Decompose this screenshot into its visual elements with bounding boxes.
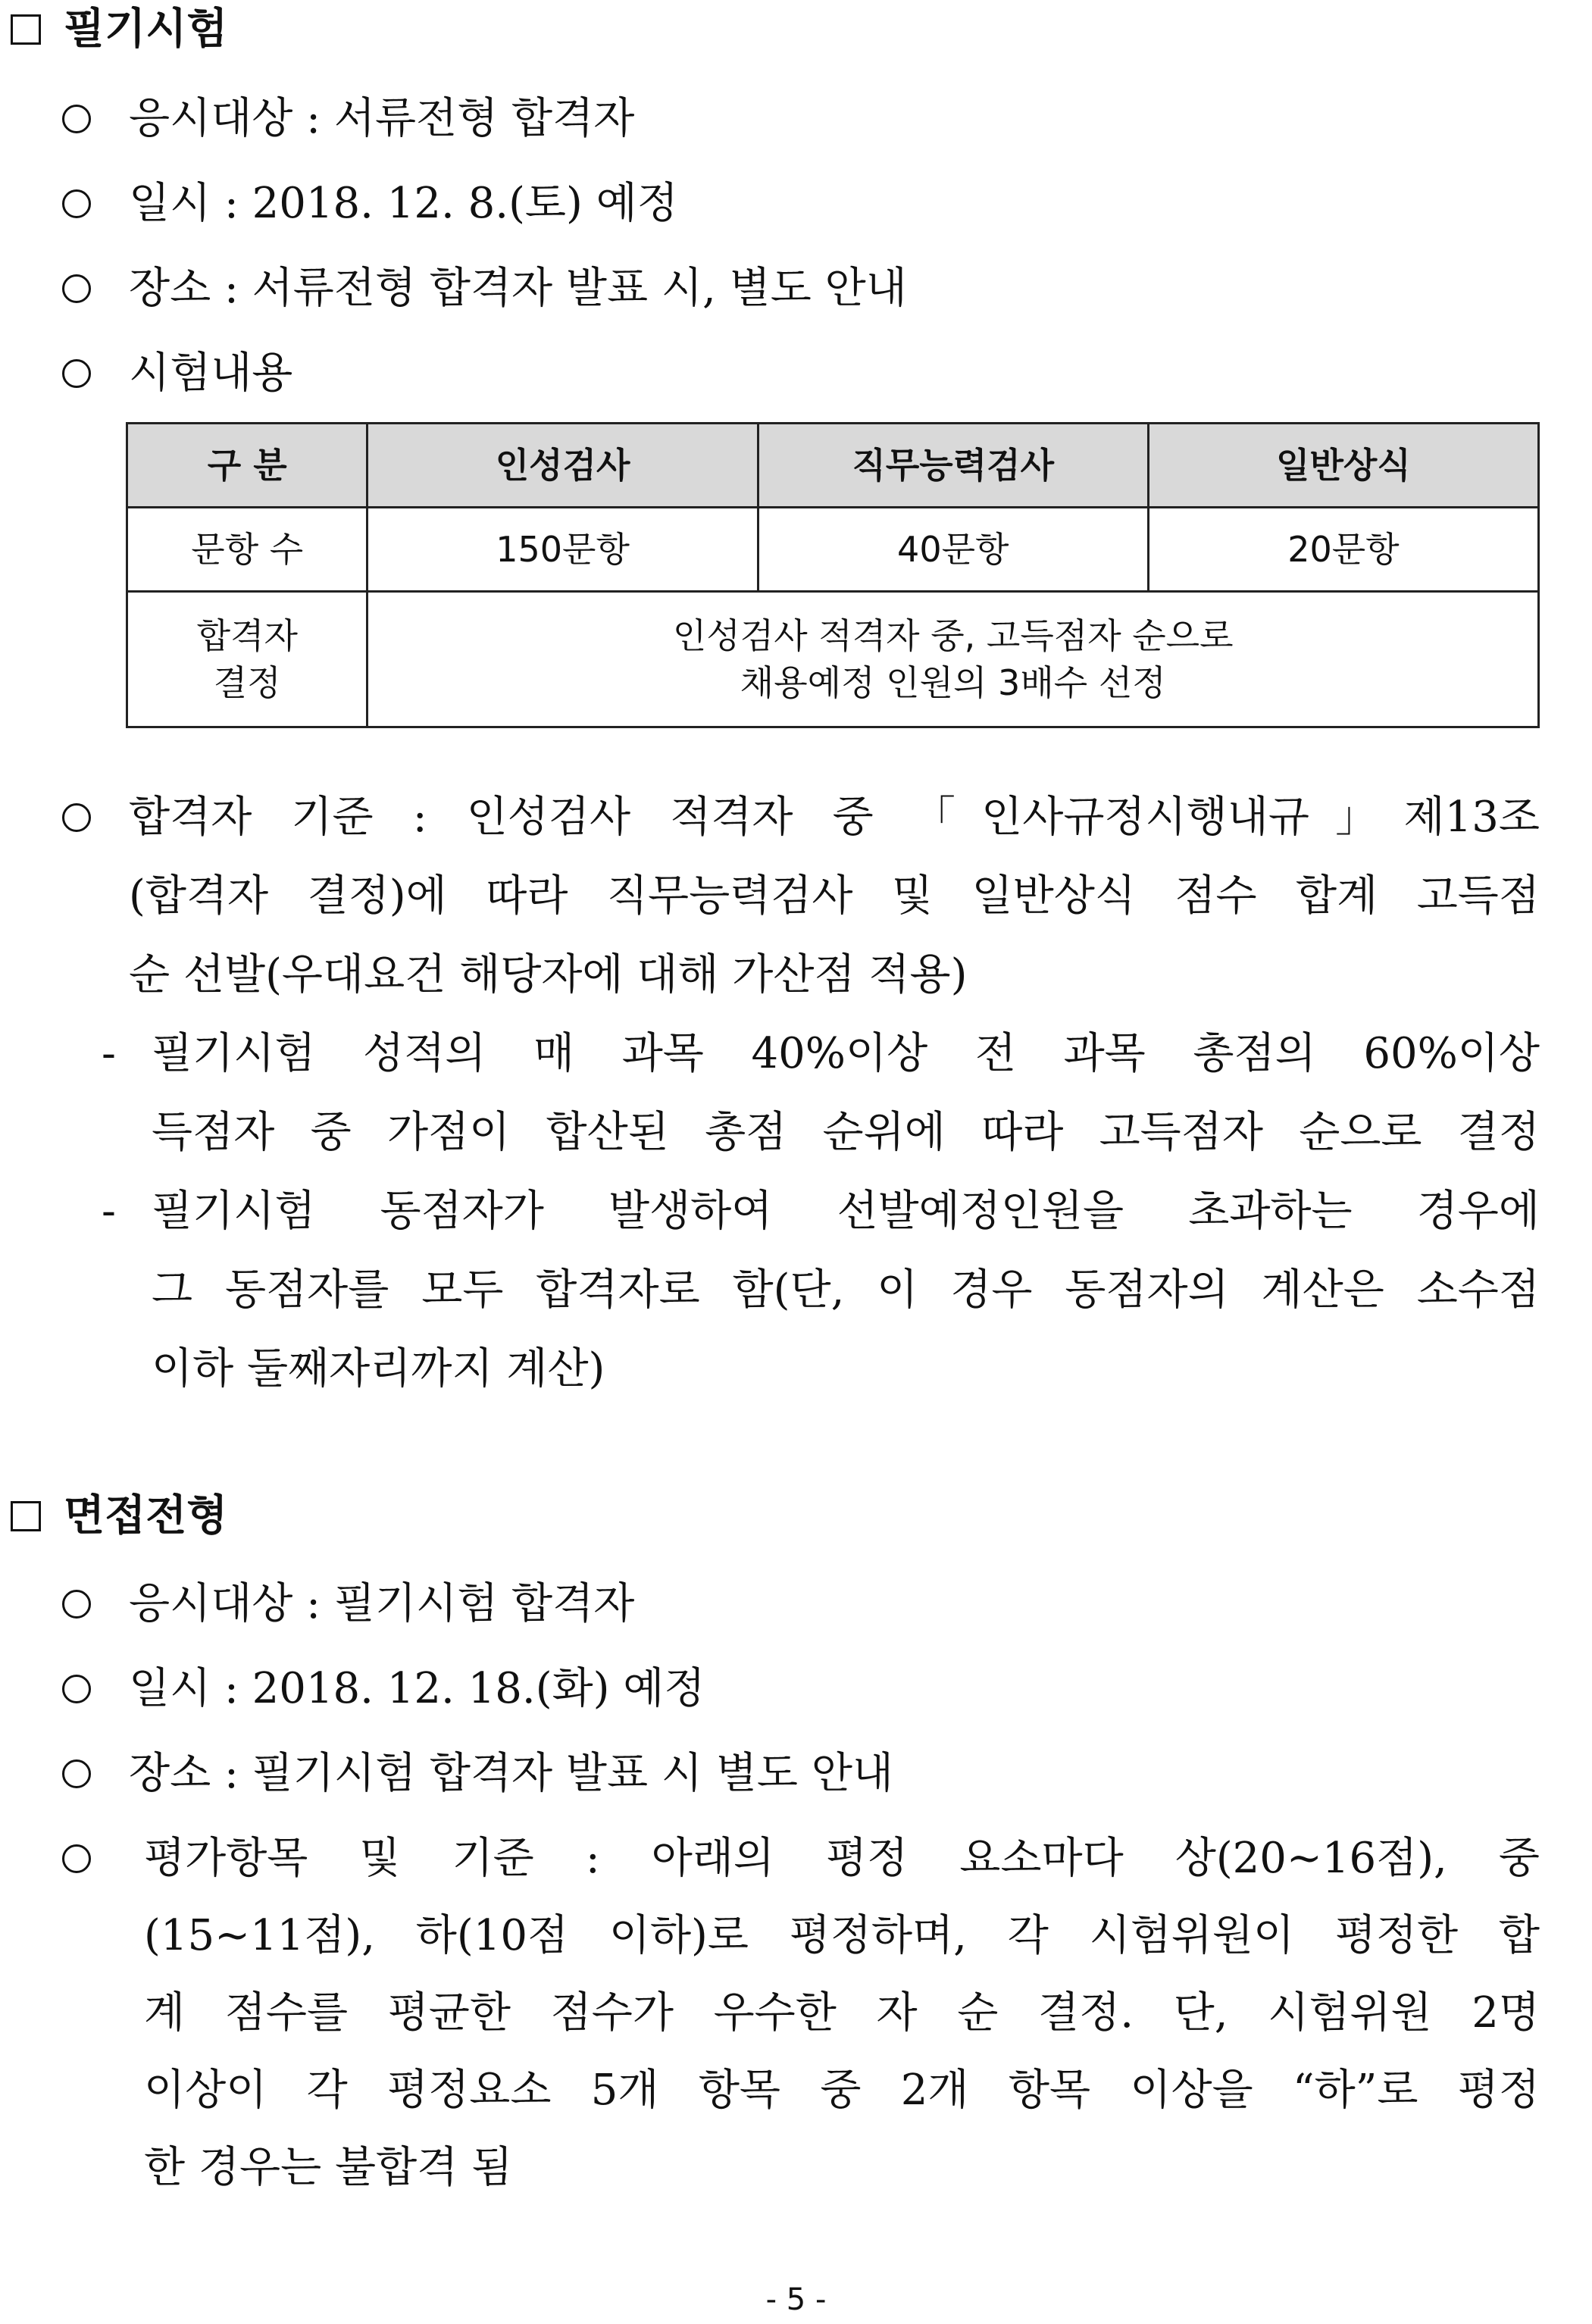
interview-place: 장소 : 필기시험 합격자 발표 시 별도 안내 xyxy=(129,1749,894,1798)
circle-bullet-icon xyxy=(62,1844,91,1873)
cell-decision-text: 인성검사 적격자 중, 고득점자 순으로 채용예정 인원의 3배수 선정 xyxy=(368,592,1539,727)
evaluation-line: 한 경우는 불합격 됨 xyxy=(144,2143,513,2192)
checkbox-square-icon xyxy=(11,14,41,45)
row-label-decision: 합격자 결정 xyxy=(127,592,368,727)
criteria-line: (합격자 결정)에 따라 직무능력검사 및 일반상식 점수 합계 고득점 xyxy=(129,871,1540,921)
circle-bullet-icon xyxy=(62,189,91,218)
interview-target: 응시대상 : 필기시험 합격자 xyxy=(129,1579,635,1628)
circle-bullet-icon xyxy=(62,359,91,388)
criteria-line: 합격자 기준 : 인성검사 적격자 중 「인사규정시행내규」제13조 xyxy=(129,793,1540,842)
interview-date: 일시 : 2018. 12. 18.(화) 예정 xyxy=(129,1664,705,1713)
row-label-question-count: 문항 수 xyxy=(127,508,368,592)
evaluation-line: 계 점수를 평균한 점수가 우수한 자 순 결정. 단, 시험위원 2명 xyxy=(144,1988,1540,2038)
cell-personality-count: 150문항 xyxy=(368,508,758,592)
dash-bullet: - xyxy=(102,1187,116,1236)
evaluation-line: 이상이 각 평정요소 5개 항목 중 2개 항목 이상을 “하”로 평정 xyxy=(144,2066,1540,2115)
written-date: 일시 : 2018. 12. 8.(토) 예정 xyxy=(129,179,678,228)
exam-content-table xyxy=(126,422,1540,728)
header-category: 구 분 xyxy=(127,424,368,508)
bullet2-line: 그 동점자를 모두 합격자로 함(단, 이 경우 동점자의 계산은 소수점 xyxy=(152,1265,1540,1315)
circle-bullet-icon xyxy=(62,105,91,133)
evaluation-line: 평가항목 및 기준 : 아래의 평정 요소마다 상(20~16점), 중 xyxy=(144,1834,1540,1883)
circle-bullet-icon xyxy=(62,1759,91,1788)
cell-job-ability-count: 40문항 xyxy=(758,508,1148,592)
bullet1-line: 득점자 중 가점이 합산된 총점 순위에 따라 고득점자 순으로 결정 xyxy=(152,1108,1540,1157)
section-title-written-exam: 필기시험 xyxy=(11,3,227,56)
circle-bullet-icon xyxy=(62,1675,91,1703)
page-number: - 5 - xyxy=(765,2282,827,2317)
checkbox-square-icon xyxy=(11,1501,41,1531)
header-personality: 인성검사 xyxy=(368,424,758,508)
criteria-line: 순 선발(우대요건 해당자에 대해 가산점 적용) xyxy=(129,950,968,999)
section-title-interview: 면접전형 xyxy=(11,1490,227,1543)
circle-bullet-icon xyxy=(62,274,91,303)
written-content-label: 시험내용 xyxy=(129,349,293,398)
bullet2-line: 필기시험 동점자가 발생하여 선발예정인원을 초과하는 경우에 xyxy=(152,1187,1540,1236)
written-target: 응시대상 : 서류전형 합격자 xyxy=(129,94,635,143)
dash-bullet: - xyxy=(102,1029,116,1078)
bullet2-line: 이하 둘째자리까지 계산) xyxy=(152,1344,605,1393)
table-row xyxy=(127,592,1539,727)
cell-general-count: 20문항 xyxy=(1148,508,1538,592)
header-general-knowledge: 일반상식 xyxy=(1148,424,1538,508)
evaluation-line: (15~11점), 하(10점 이하)로 평정하며, 각 시험위원이 평정한 합 xyxy=(144,1911,1540,1960)
circle-bullet-icon xyxy=(62,1590,91,1619)
table-row xyxy=(127,508,1539,592)
table-header-row xyxy=(127,424,1539,508)
header-job-ability: 직무능력검사 xyxy=(758,424,1148,508)
bullet1-line: 필기시험 성적의 매 과목 40%이상 전 과목 총점의 60%이상 xyxy=(152,1029,1540,1078)
circle-bullet-icon xyxy=(62,803,91,832)
written-place: 장소 : 서류전형 합격자 발표 시, 별도 안내 xyxy=(129,264,907,313)
